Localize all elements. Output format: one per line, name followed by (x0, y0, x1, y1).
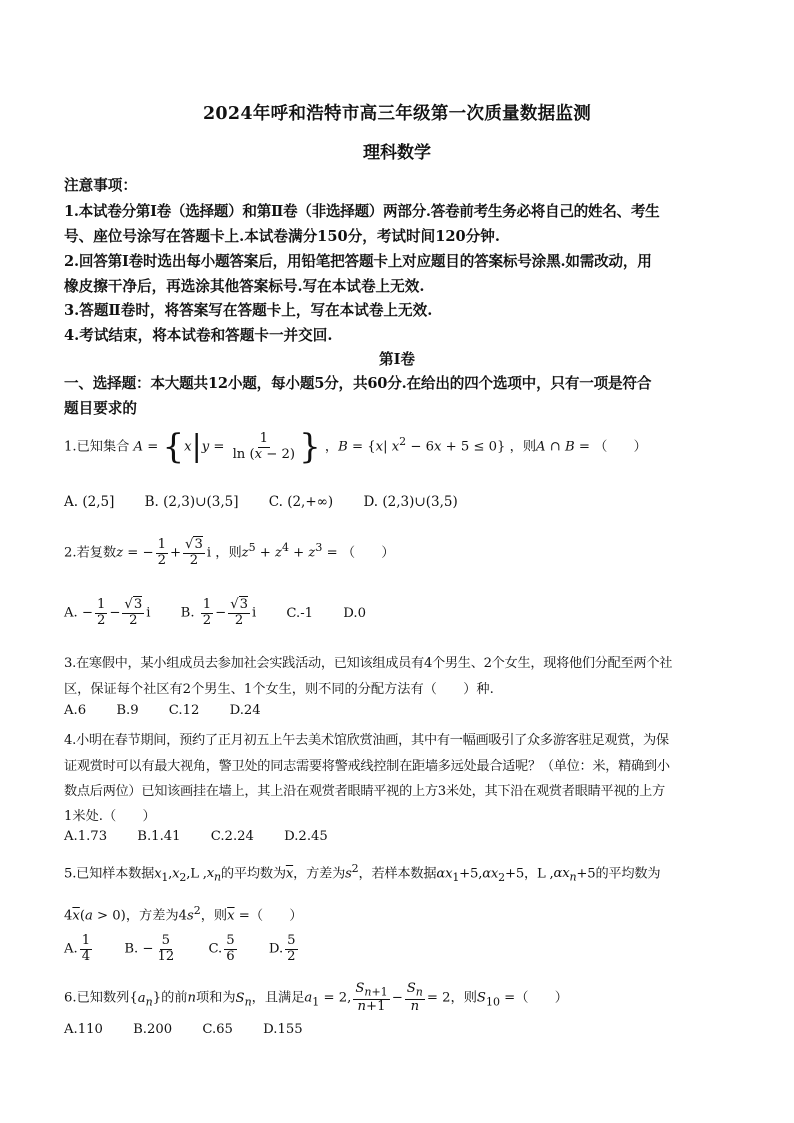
q5-option-d: D. $\frac{5}{2}$ (268, 933, 296, 964)
q5-option-c: C. $\frac{5}{6}$ (208, 933, 235, 964)
q6-option-a: A.110 (64, 1022, 103, 1037)
q5-option-a: A. $\frac{1}{4}$ (64, 933, 91, 964)
q6-stem: 6.已知数列 (64, 990, 130, 1006)
q2-option-d: D.0 (343, 605, 366, 621)
notes-line-6: 4.考试结束，将本试卷和答题卡一并交回. (64, 327, 333, 344)
q5-option-b: B. − $\frac{5}{12}$ (124, 933, 175, 964)
q6-options (64, 1022, 329, 1037)
q4-option-b: B.1.41 (137, 829, 181, 844)
q2-option-a: A. − $\frac{1}{2}$ − $\frac{√3}{2}$ i (64, 597, 151, 628)
q4-line-4: 1米处.（ ） (64, 809, 156, 824)
q5-stem: 5.已知样本数据 (64, 866, 155, 882)
q2-suffix: （ ） (341, 545, 395, 561)
q5-options (64, 934, 326, 964)
q1-options (64, 494, 484, 510)
q1-option-c: C. (2,+∞) (268, 494, 334, 510)
q1-suffix: （ ） (594, 439, 647, 455)
q4-option-d: D.2.45 (284, 829, 328, 844)
q1-mid: ，则 (509, 439, 537, 455)
question-5: 5.已知样本数据$x_1,x_2,L$ $,x_n$的平均数为$\overline{x}$，方差为$s^2$，若样本数据$\alpha x_1+5,\alpha x_2+5$，L $,\alpha x_n+5$的平均数为 (64, 862, 661, 885)
section-line-1: 一、选择题：本大题共12小题，每小题5分，共60分.在给出的四个选项中，只有一项是符合 (64, 375, 652, 392)
notes-line-5: 3.答题Ⅱ卷时，将答案写在答题卡上，写在本试卷上无效. (64, 302, 433, 319)
question-5-cont: $4\overline{x}(a > 0)$，方差为$4s^2$，则$\overline{x}$ =（ ） (64, 904, 303, 924)
q4-line-2: 证观赏时可以有最大视角，警卫处的同志需要将警戒线控制在距墙多远处最合适呢？（单位：米，精确到小 (64, 759, 670, 774)
question-2: 2.若复数z = − $\frac{1}{2}$ + $\frac{√3}{2}$ i ，则$z^5 + z^4 + z^3$ = （ ） (64, 537, 395, 568)
q6-option-c: C.65 (202, 1022, 233, 1037)
question-1: 1.已知集合 A = {x|y = $\frac{1}{\ln (x - 2)}$ } ，B = {x| $x^2 - 6x + 5 \le 0$} ，则A ∩ B = （ ） (64, 427, 647, 467)
q2-stem: 2.若复数 (64, 545, 117, 561)
q3-option-a: A.6 (64, 703, 87, 718)
notes-line-1: 1.本试卷分第Ⅰ卷（选择题）和第Ⅱ卷（非选择题）两部分.答卷前考生务必将自己的姓名、考生 (64, 203, 660, 220)
q4-option-c: C.2.24 (210, 829, 254, 844)
q1-set-a: A (133, 439, 144, 455)
q2-option-b: B. $\frac{1}{2}$ − $\frac{√3}{2}$ i (180, 597, 257, 628)
q4-line-3: 数点后两位）已知该画挂在墙上，其上沿在观赏者眼睛平视的上方3米处，其下沿在观赏者眼睛平视的上方 (64, 784, 665, 799)
q6-option-b: B.200 (133, 1022, 173, 1037)
q3-option-c: C.12 (168, 703, 200, 718)
q1-comma: ， (324, 439, 339, 455)
q3-option-b: B.9 (116, 703, 139, 718)
q3-line-1: 3.在寒假中，某小组成员去参加社会实践活动，已知该组成员有4个男生、2个女生，现将他们分配至两个社 (64, 656, 673, 671)
q2-options (64, 598, 392, 628)
q2-mid: ，则 (215, 545, 242, 561)
q1-option-d: D. (2,3)∪(3,5) (363, 494, 458, 510)
q6-option-d: D.155 (263, 1022, 303, 1037)
q1-option-b: B. (2,3)∪(3,5] (144, 494, 239, 510)
q1-option-a: A. (2,5] (64, 494, 115, 510)
q4-options (64, 829, 354, 844)
notes-line-4: 橡皮擦干净后，再选涂其他答案标号.写在本试卷上无效. (64, 278, 425, 295)
q3-line-2: 区，保证每个社区有2个男生、1个女生，则不同的分配方法有（ ）种. (64, 682, 494, 697)
q3-option-d: D.24 (229, 703, 261, 718)
q1-stem: 1.已知集合 (64, 439, 130, 455)
notes-line-3: 2.回答第Ⅰ卷时选出每小题答案后，用铅笔把答题卡上对应题目的答案标号涂黑.如需改动，用 (64, 253, 652, 270)
notes-line-2: 号、座位号涂写在答题卡上.本试卷满分150分，考试时间120分钟. (64, 228, 500, 245)
q4-option-a: A.1.73 (64, 829, 108, 844)
question-6: 6.已知数列$\{a_n\}$的前n项和为$S_n$，且满足$a_1 = 2$, $\frac{S_{n+1}}{n+1}$ − $\frac{S_n}{n}$ = 2，则$S_{10}$ =（ ） (64, 981, 568, 1014)
q1-fraction: $\frac{1}{\ln (x - 2)}$ (232, 430, 296, 462)
exam-subject: 理科数学 (363, 143, 431, 163)
exam-title: 2024年呼和浩特市高三年级第一次质量数据监测 (202, 104, 592, 124)
q2-option-c: C.-1 (286, 605, 314, 621)
q4-line-1: 4.小明在春节期间，预约了正月初五上午去美术馆欣赏油画，其中有一幅画吸引了众多游客驻足观赏，为保 (64, 733, 669, 748)
section-line-2: 题目要求的 (64, 400, 137, 417)
notes-heading: 注意事项： (64, 177, 137, 194)
part1-heading: 第Ⅰ卷 (378, 351, 415, 368)
q3-options (64, 703, 287, 718)
